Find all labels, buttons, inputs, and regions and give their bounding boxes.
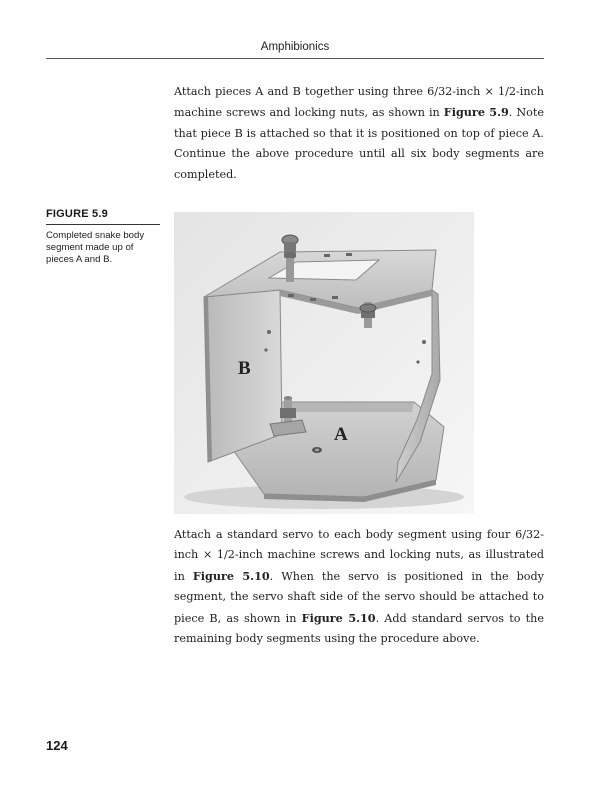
photo-label-a: A [334, 424, 348, 445]
page-number: 124 [46, 738, 68, 753]
running-header: Amphibionics [260, 41, 330, 53]
figure-5-9-reference: Figure 5.9 [443, 105, 509, 120]
p2-text-1: Attach a standard servo to each body segment using four 6/32-inch × 1/2-inch machine screws and locking nuts, as illustrated in [174, 528, 544, 583]
p1-text-1: Attach pieces A and B together using three 6/32-inch × 1/2-inch machine screws and locking nuts, as shown in [174, 85, 544, 120]
body-paragraph-2 [174, 525, 544, 649]
figure-5-10-reference: Figure 5.10 [192, 568, 270, 583]
figure-photo [174, 212, 474, 514]
p2-text-2: . When the servo is positioned in the body segment, the servo shaft side of the servo should be attached to piece B, as shown in [174, 569, 544, 625]
body-paragraph-1 [174, 82, 544, 185]
figure-5-10-reference-2: Figure 5.10 [301, 610, 376, 625]
photo-label-b: B [238, 358, 251, 379]
p2-text-3: . Add standard servos to the remaining body segments using the procedure above. [174, 611, 544, 646]
figure-caption: Completed snake body segment made up of pieces A and B. [46, 230, 145, 266]
header-rule [46, 58, 544, 59]
p1-text-2: . Note that piece B is attached so that it is positioned on top of piece A. Continue the above procedure until all six body segments are completed. [174, 106, 544, 181]
figure-label: FIGURE 5.9 [46, 208, 160, 225]
